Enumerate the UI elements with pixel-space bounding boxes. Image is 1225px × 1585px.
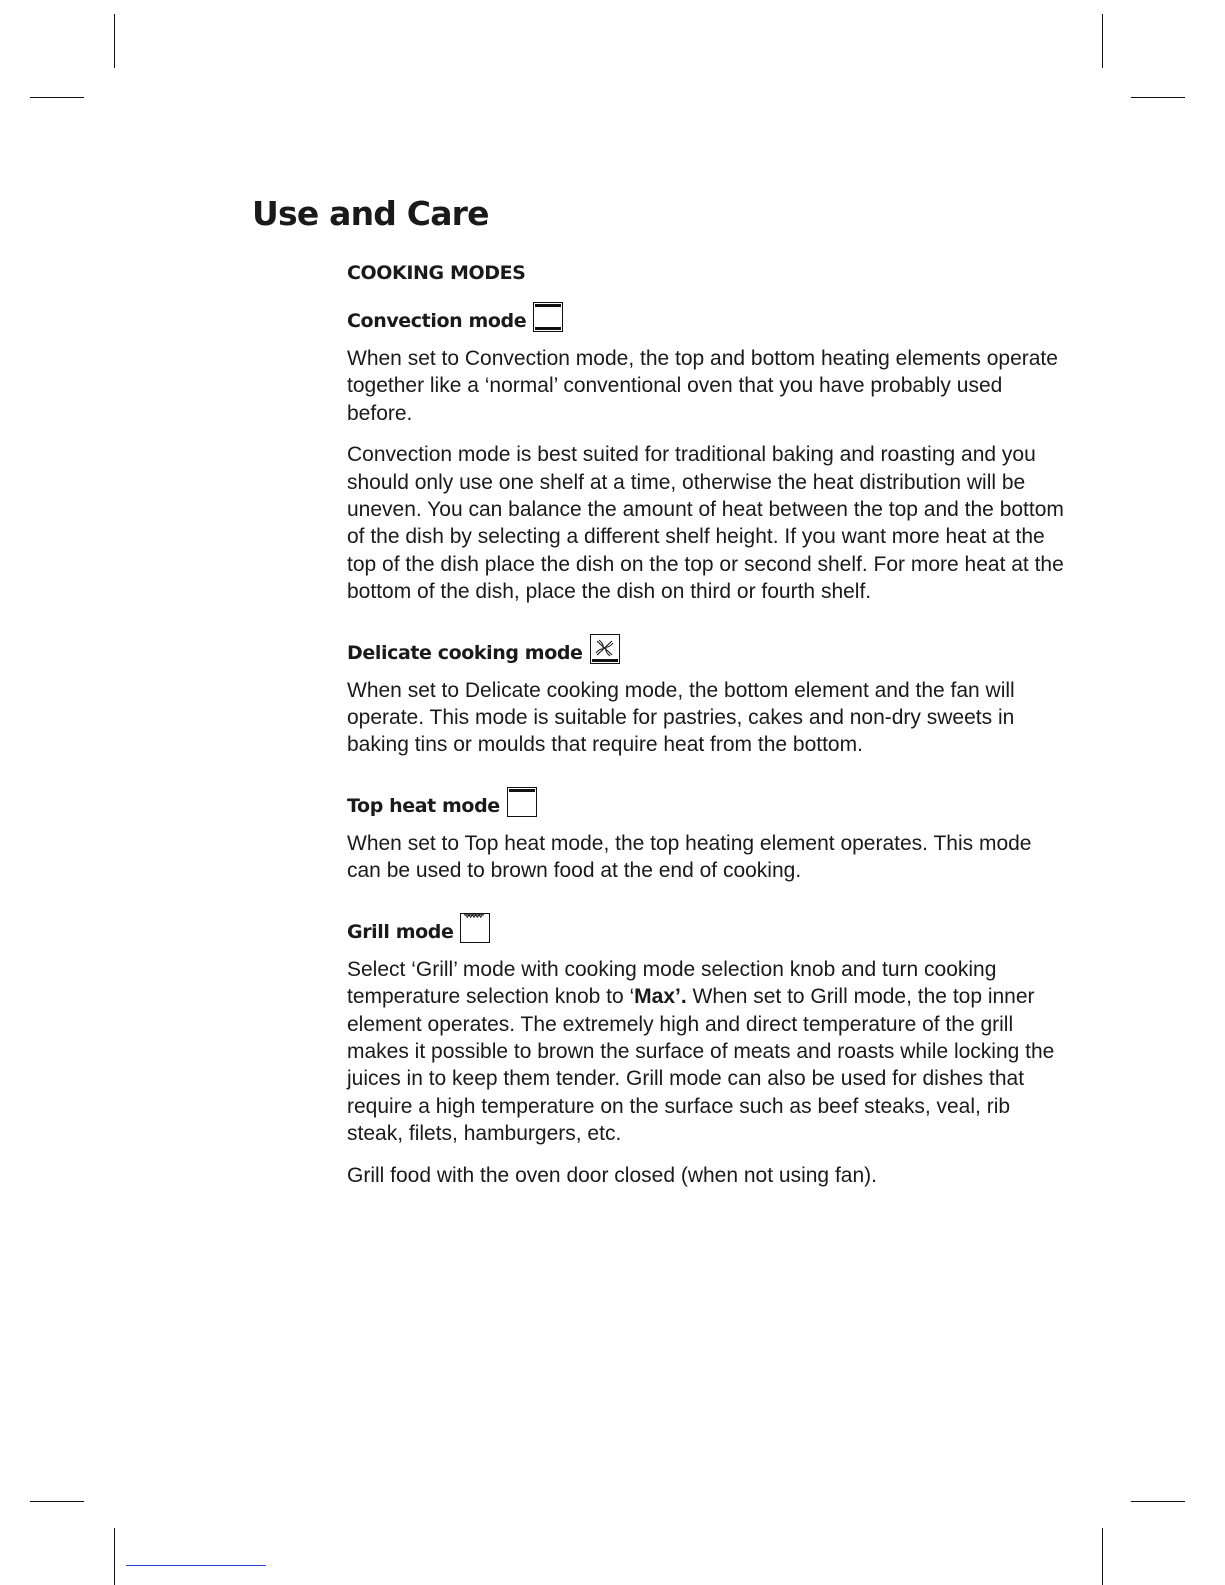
crop-mark <box>30 97 84 98</box>
grill-mode-label: Grill mode <box>347 920 454 943</box>
top-heat-paragraph-1: When set to Top heat mode, the top heating element operates. This mode can be used to brown food at the end of cooking. <box>347 831 1032 883</box>
delicate-mode-heading <box>347 630 1067 664</box>
page-title: Use and Care <box>252 194 489 233</box>
grill-paragraph-1 <box>347 956 1067 1148</box>
grill-paragraph-1-a: Select ‘Grill’ mode with cooking mode selection knob and turn cooking temperature selection knob to ‘ <box>347 957 997 1009</box>
footer-rule <box>126 1565 266 1566</box>
crop-mark <box>30 1501 84 1502</box>
crop-mark <box>1131 1501 1185 1502</box>
section-heading: COOKING MODES <box>347 262 526 284</box>
grill-paragraph-1-b: When set to Grill mode, the top inner element operates. The extremely high and direct temperature of the grill makes it possible to brown the surface of meats and roasts while locking the juices in to keep them tender. Grill mode can also be used for dishes that require a high temperature on the surface such as beef steaks, veal, rib steak, filets, hamburgers, etc. <box>347 985 1055 1146</box>
top-heat-mode-heading <box>347 783 1067 817</box>
convection-mode-heading <box>347 298 1067 332</box>
grill-paragraph-2: Grill food with the oven door closed (when not using fan). <box>347 1163 877 1187</box>
grill-mode-icon <box>460 913 490 943</box>
convection-paragraph-2: Convection mode is best suited for traditional baking and roasting and you should only use one shelf at a time, otherwise the heat distribution will be uneven. You can balance the amount of heat between the top and the bottom of the dish by selecting a different shelf height. If you want more heat at the top of the dish place the dish on the top or second shelf. For more heat at the bottom of the dish, place the dish on third or fourth shelf. <box>347 443 1064 604</box>
grill-mode-heading <box>347 909 1067 943</box>
delicate-paragraph-1: When set to Delicate cooking mode, the bottom element and the fan will operate. This mode is suitable for pastries, cakes and non-dry sweets in baking tins or moulds that require heat from the bottom. <box>347 678 1015 757</box>
convection-paragraph-1: When set to Convection mode, the top and bottom heating elements operate together like a ‘normal’ conventional oven that you have probably used before. <box>347 347 1058 425</box>
main-content <box>347 262 1067 1189</box>
crop-mark <box>1102 1528 1103 1585</box>
grill-max-label: Max’. <box>634 985 687 1009</box>
delicate-mode-label: Delicate cooking mode <box>347 641 583 664</box>
crop-mark <box>1131 97 1185 98</box>
convection-mode-icon <box>533 302 563 332</box>
crop-mark <box>1102 14 1103 68</box>
fan-bottom-mode-icon <box>590 634 620 664</box>
top-heat-mode-label: Top heat mode <box>347 794 500 817</box>
crop-mark <box>114 14 115 68</box>
top-heat-mode-icon <box>507 787 537 817</box>
convection-mode-label: Convection mode <box>347 310 527 332</box>
crop-mark <box>114 1528 115 1585</box>
